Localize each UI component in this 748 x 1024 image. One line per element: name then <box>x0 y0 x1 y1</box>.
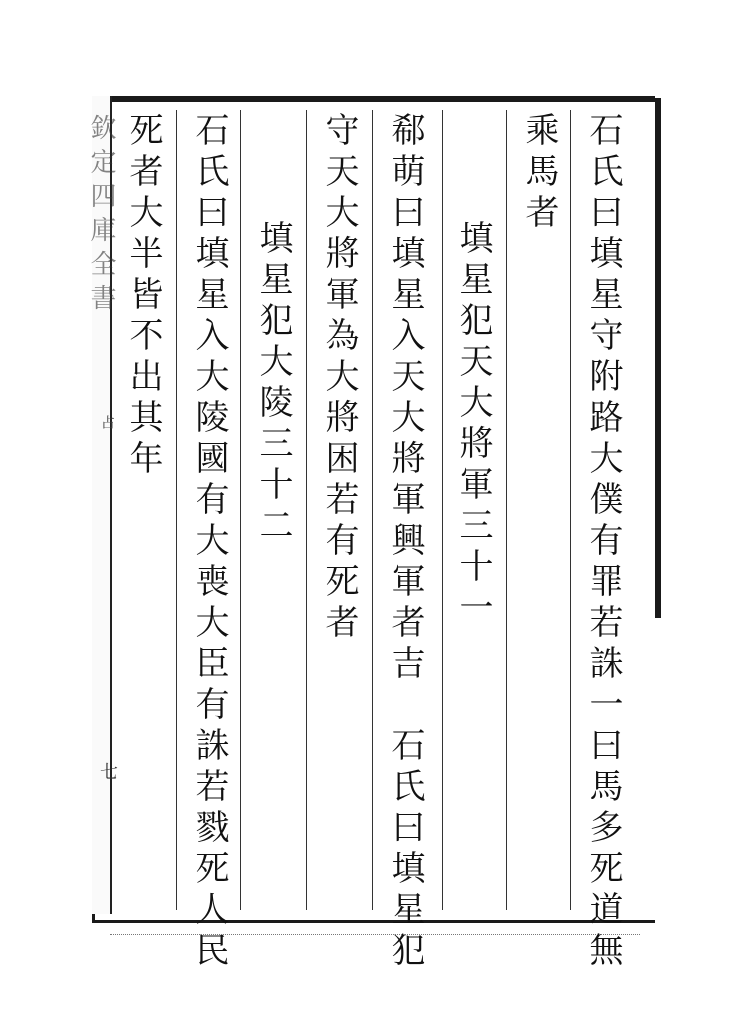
fold-number: 七 <box>97 762 118 780</box>
column-divider <box>506 110 507 910</box>
text-column-6: 填星犯大陵三十二 <box>253 220 293 548</box>
text-column-7: 石氏曰填星入大陵國有大喪大臣有誅若戮死人民 <box>189 112 229 973</box>
column-divider <box>372 110 373 910</box>
text-column-5: 守天大將軍為大將困若有死者 <box>319 112 359 645</box>
footer-rule <box>110 926 640 935</box>
text-column-4: 郗萌曰填星入天大將軍興軍者吉 石氏曰填星犯 <box>385 112 425 973</box>
column-divider <box>306 110 307 910</box>
text-column-1: 石氏曰填星守附路大僕有罪若誅一曰馬多死道無 <box>583 112 623 973</box>
column-divider <box>570 110 571 910</box>
column-divider <box>176 110 177 910</box>
fold-caption: 占 <box>99 415 115 431</box>
text-column-8: 死者大半皆不出其年 <box>123 112 163 481</box>
column-divider <box>442 110 443 910</box>
margin-label: 欽定四庫全書 <box>86 114 116 318</box>
text-column-2: 乘馬者 <box>519 112 559 235</box>
text-column-3: 填星犯天大將軍三十一 <box>453 220 493 630</box>
column-divider <box>240 110 241 910</box>
